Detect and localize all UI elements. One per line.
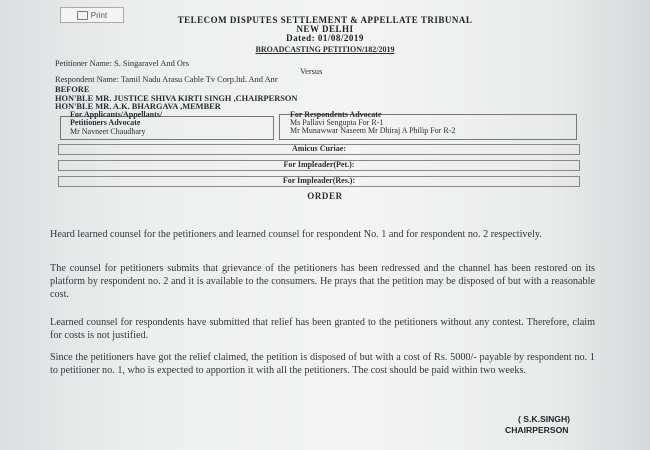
order-date: Dated: 01/08/2019 [286,33,364,43]
amicus-field [58,144,580,155]
petitioner-advocate-heading-1: For Applicants/Appellants/ [70,110,163,119]
petitioner-advocate-name: Mr Navneet Chaudhary [70,127,146,136]
print-label: Print [90,10,108,20]
versus-label: Versus [300,67,323,76]
bench-chairperson: HON'BLE MR. JUSTICE SHIVA KIRTI SINGH ,CHAIRPERSON [55,94,298,103]
impleader-res-field [58,176,580,187]
order-paragraph-1: Heard learned counsel for the petitioners and learned counsel for respondent No. 1 and for respondent no. 2 respectively. [50,229,542,240]
petitioner-advocate-heading-2: Petitioners Advocate [70,118,141,127]
before-label: BEFORE [55,85,90,94]
bench-member: HON'BLE MR. A.K. BHARGAVA ,MEMBER [55,102,221,111]
signatory-title: CHAIRPERSON [505,425,569,435]
order-paragraph-2: The counsel for petitioners submits that grievance of the petitioners has been redressed and the channel has been restored on its platform by respondent no. 2 and it is available to the consumers. He prays that the petition may be disposed of but with a reasonable cost. [50,263,595,300]
respondent-name: Respondent Name: Tamil Nadu Arasu Cable Tv Corp.ltd. And Anr [55,75,278,84]
respondent-advocate-2: Mr Munawwar Naseem Mr Dhiraj A Philip For R-2 [290,126,456,135]
impleader-res-label: For Impleader(Res.): [282,176,356,185]
order-title: ORDER [307,191,343,201]
city: NEW DELHI [296,24,354,34]
tribunal-name: TELECOM DISPUTES SETTLEMENT & APPELLATE TRIBUNAL [177,15,473,25]
order-paragraph-3: Learned counsel for respondents have submitted that relief has been granted to the petitioners without any contest. Therefore, claim for costs is not justified. [50,317,595,341]
respondent-advocate-heading: For Respondents Advocate [290,110,382,119]
petitioner-name: Petitioner Name: S. Singaravel And Ors [55,59,189,68]
case-number: BROADCASTING PETITION/182/2019 [255,45,395,54]
impleader-pet-field [58,160,580,171]
amicus-label: Amicus Curiae: [292,144,346,153]
signatory-name: ( S.K.SINGH) [518,414,571,424]
impleader-pet-label: For Impleader(Pet.): [283,160,355,169]
respondent-advocate-1: Ms Pallavi Sengupta For R-1 [290,118,384,127]
order-paragraph-4: Since the petitioners have got the relief claimed, the petition is disposed of but with a cost of Rs. 5000/- payable by respondent no. 1 to petitioner no. 1, who is expected to apportion it with all the petitioners. The cost should be paid within two weeks. [50,352,595,376]
